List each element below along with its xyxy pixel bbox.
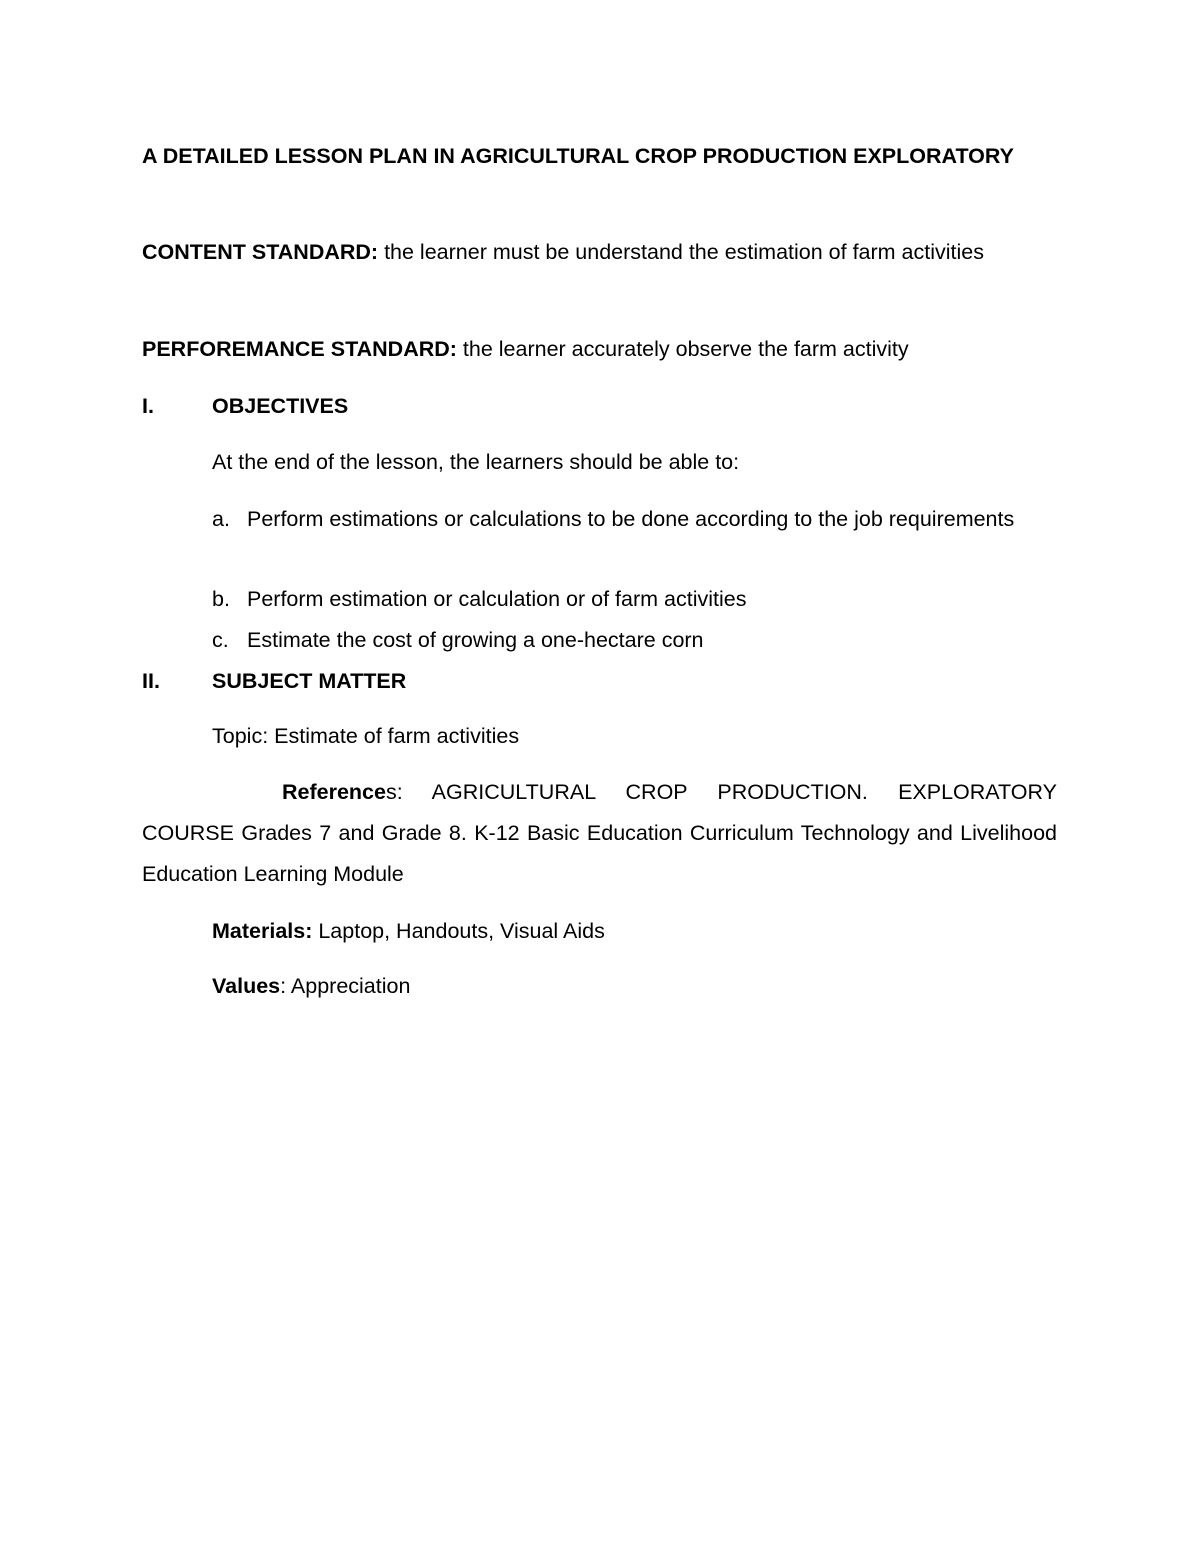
subject-matter-heading-text: SUBJECT MATTER — [212, 669, 407, 693]
objective-item-a — [212, 499, 1057, 539]
content-standard-label: CONTENT STANDARD: — [142, 240, 379, 264]
document-page — [142, 0, 1057, 1553]
values-label: Values — [212, 974, 281, 998]
subject-matter-numeral: II. — [142, 669, 160, 693]
content-standard-text: the learner must be understand the estimation of farm activities — [378, 240, 984, 264]
document-title: A DETAILED LESSON PLAN IN AGRICULTURAL CROP PRODUCTION EXPLORATORY — [142, 144, 1014, 168]
performance-standard-label: PERFOREMANCE STANDARD: — [142, 337, 457, 361]
objective-text: Estimate the cost of growing a one-hectare corn — [247, 628, 704, 652]
references-text: : AGRICULTURAL CROP PRODUCTION. EXPLORATORY COURSE Grades 7 and Grade 8. K-12 Basic Education Curriculum Technology and Livelihood Education Learning Module — [142, 780, 1057, 886]
values-text: : Appreciation — [280, 974, 411, 998]
list-marker: b. — [212, 587, 230, 611]
content-standard — [142, 232, 1057, 273]
objectives-heading-text: OBJECTIVES — [212, 394, 349, 418]
objective-text: Perform estimation or calculation or of farm activities — [247, 587, 747, 611]
list-marker: a. — [212, 507, 230, 531]
materials-text: Laptop, Handouts, Visual Aids — [312, 919, 605, 943]
objective-text: Perform estimations or calculations to be done according to the job requirements — [247, 507, 1015, 531]
objective-item-b — [212, 579, 1057, 619]
materials-label: Materials: — [212, 919, 313, 943]
performance-standard-text: the learner accurately observe the farm activity — [456, 337, 909, 361]
objectives-heading — [142, 391, 348, 421]
objectives-numeral: I. — [142, 394, 154, 418]
list-marker: c. — [212, 628, 229, 652]
materials-line — [212, 911, 1057, 952]
objectives-intro: At the end of the lesson, the learners should be able to: — [212, 450, 740, 474]
references-label: Reference — [282, 780, 386, 804]
topic-line: Topic: Estimate of farm activities — [212, 724, 520, 748]
subject-matter-heading — [142, 666, 406, 696]
values-line — [212, 966, 1057, 1007]
references-block — [142, 772, 1057, 895]
objective-item-c — [212, 620, 1057, 660]
references-suffix: s — [385, 780, 397, 804]
performance-standard — [142, 329, 1057, 370]
